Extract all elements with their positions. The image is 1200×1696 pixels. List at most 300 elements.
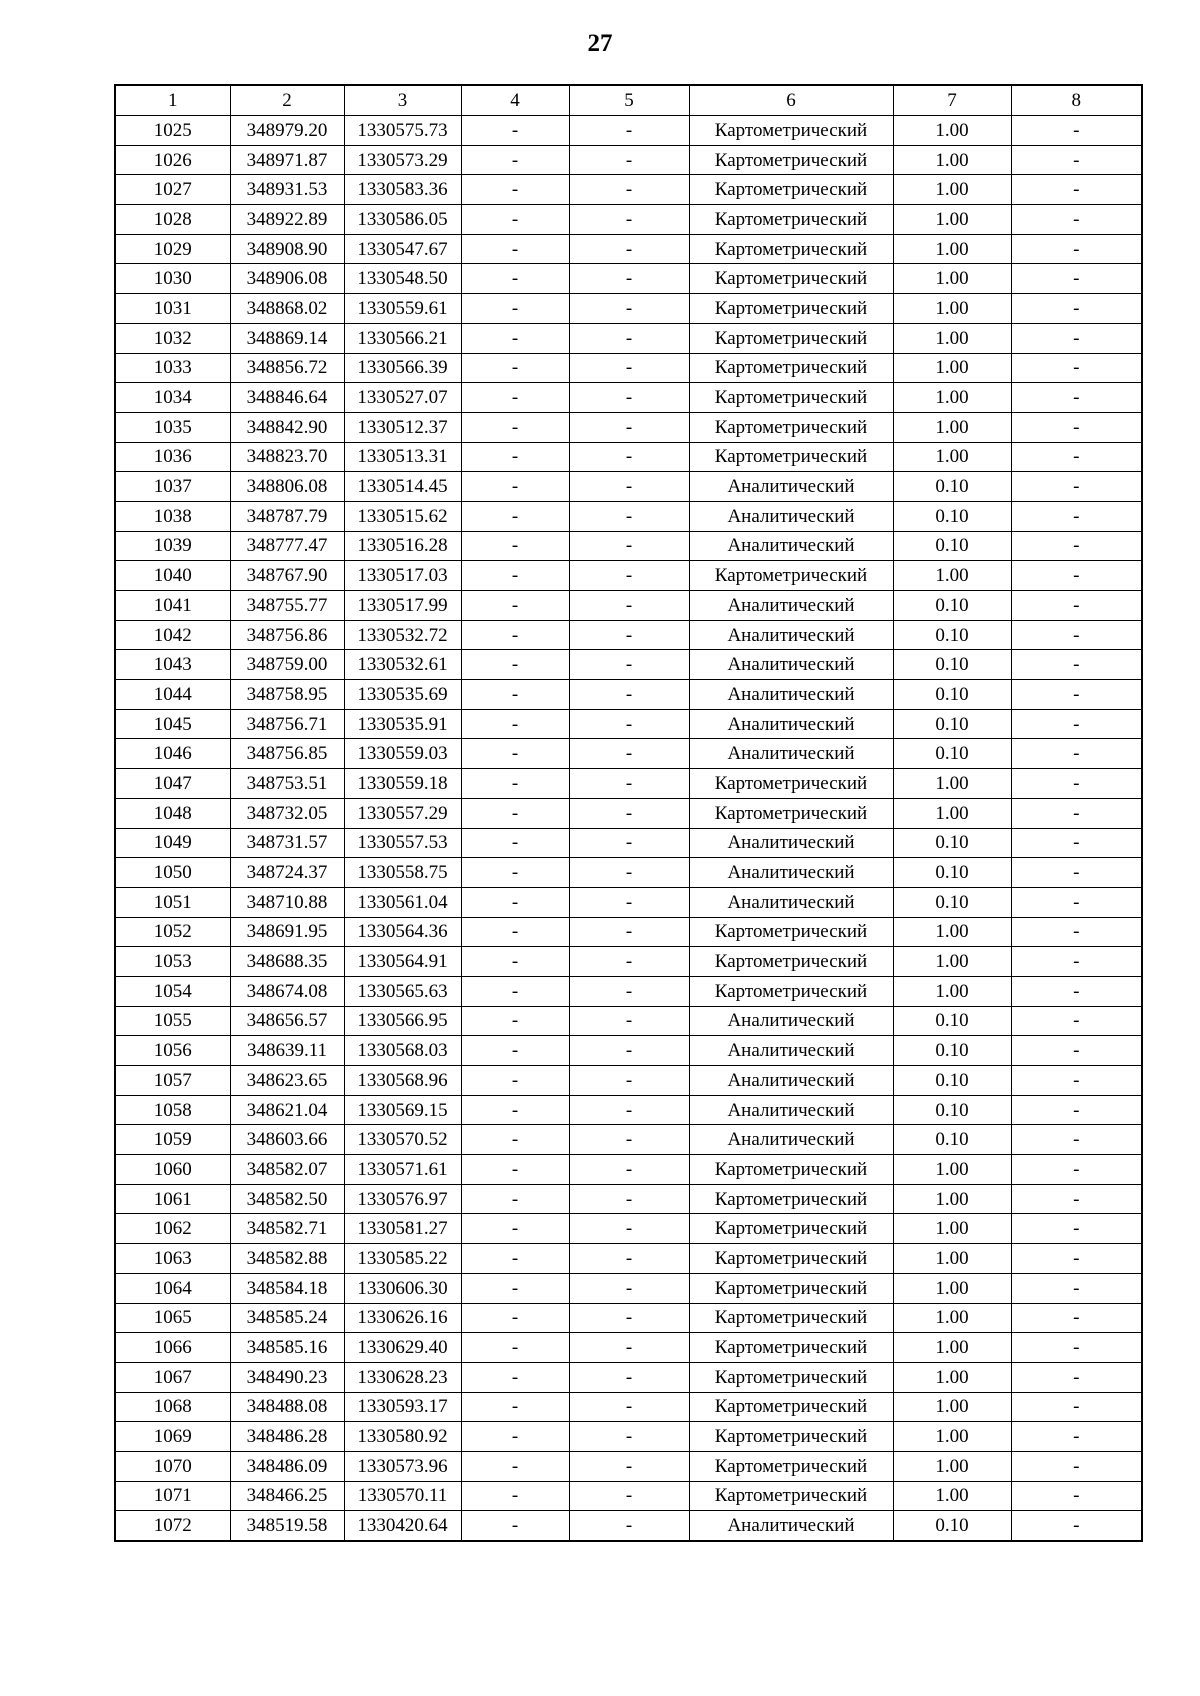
cell-accuracy: 0.10 [893,1125,1011,1155]
cell-column-5: - [569,680,689,710]
cell-column-8: - [1011,472,1142,502]
cell-x-coordinate: 348486.28 [230,1422,344,1452]
table-row [115,1511,1142,1541]
cell-point-number: 1035 [115,412,230,442]
cell-x-coordinate: 348488.08 [230,1392,344,1422]
cell-column-8: - [1011,1036,1142,1066]
cell-point-number: 1067 [115,1362,230,1392]
cell-column-8: - [1011,1244,1142,1274]
cell-point-number: 1062 [115,1214,230,1244]
coordinates-table [114,84,1143,1542]
cell-column-8: - [1011,1125,1142,1155]
table-row [115,1362,1142,1392]
cell-x-coordinate: 348868.02 [230,294,344,324]
cell-column-5: - [569,1036,689,1066]
cell-column-5: - [569,798,689,828]
cell-column-5: - [569,383,689,413]
cell-column-5: - [569,175,689,205]
cell-column-5: - [569,1155,689,1185]
cell-x-coordinate: 348906.08 [230,264,344,294]
cell-y-coordinate: 1330564.36 [344,917,461,947]
table-row [115,798,1142,828]
table-row [115,1214,1142,1244]
cell-point-number: 1028 [115,205,230,235]
cell-accuracy: 0.10 [893,739,1011,769]
cell-column-8: - [1011,1273,1142,1303]
cell-column-4: - [461,976,569,1006]
cell-point-number: 1056 [115,1036,230,1066]
cell-y-coordinate: 1330568.03 [344,1036,461,1066]
cell-column-4: - [461,1511,569,1541]
cell-column-4: - [461,917,569,947]
cell-y-coordinate: 1330535.69 [344,680,461,710]
cell-column-5: - [569,887,689,917]
cell-accuracy: 1.00 [893,1273,1011,1303]
cell-column-8: - [1011,650,1142,680]
cell-method: Аналитический [689,591,893,621]
cell-column-5: - [569,1481,689,1511]
cell-point-number: 1045 [115,709,230,739]
cell-accuracy: 0.10 [893,828,1011,858]
cell-column-5: - [569,1392,689,1422]
cell-point-number: 1029 [115,234,230,264]
cell-y-coordinate: 1330606.30 [344,1273,461,1303]
cell-point-number: 1060 [115,1155,230,1185]
cell-method: Аналитический [689,858,893,888]
cell-point-number: 1032 [115,323,230,353]
table-row [115,858,1142,888]
cell-accuracy: 1.00 [893,1362,1011,1392]
cell-column-5: - [569,472,689,502]
cell-column-8: - [1011,917,1142,947]
cell-y-coordinate: 1330558.75 [344,858,461,888]
cell-accuracy: 1.00 [893,294,1011,324]
cell-y-coordinate: 1330569.15 [344,1095,461,1125]
cell-x-coordinate: 348519.58 [230,1511,344,1541]
cell-column-8: - [1011,383,1142,413]
cell-column-8: - [1011,769,1142,799]
cell-x-coordinate: 348584.18 [230,1273,344,1303]
cell-accuracy: 1.00 [893,412,1011,442]
column-header-7: 7 [893,85,1011,116]
cell-method: Картометрический [689,323,893,353]
cell-accuracy: 0.10 [893,591,1011,621]
table-row [115,1184,1142,1214]
cell-method: Картометрический [689,353,893,383]
cell-column-4: - [461,116,569,146]
cell-x-coordinate: 348603.66 [230,1125,344,1155]
cell-method: Картометрический [689,947,893,977]
cell-method: Аналитический [689,709,893,739]
table-header-row [115,85,1142,116]
cell-x-coordinate: 348755.77 [230,591,344,621]
cell-y-coordinate: 1330573.96 [344,1451,461,1481]
cell-y-coordinate: 1330532.72 [344,620,461,650]
cell-column-8: - [1011,412,1142,442]
cell-accuracy: 1.00 [893,1451,1011,1481]
cell-column-4: - [461,739,569,769]
cell-column-5: - [569,1422,689,1452]
table-row [115,294,1142,324]
cell-x-coordinate: 348691.95 [230,917,344,947]
table-row [115,1095,1142,1125]
cell-column-4: - [461,501,569,531]
cell-column-5: - [569,1125,689,1155]
table-row [115,1273,1142,1303]
cell-point-number: 1061 [115,1184,230,1214]
column-header-4: 4 [461,85,569,116]
cell-y-coordinate: 1330512.37 [344,412,461,442]
cell-column-5: - [569,145,689,175]
table-row [115,561,1142,591]
cell-method: Картометрический [689,1422,893,1452]
column-header-3: 3 [344,85,461,116]
cell-y-coordinate: 1330527.07 [344,383,461,413]
cell-y-coordinate: 1330559.61 [344,294,461,324]
cell-column-4: - [461,798,569,828]
cell-accuracy: 1.00 [893,175,1011,205]
cell-point-number: 1051 [115,887,230,917]
cell-y-coordinate: 1330420.64 [344,1511,461,1541]
cell-column-5: - [569,353,689,383]
cell-column-4: - [461,234,569,264]
cell-accuracy: 1.00 [893,1392,1011,1422]
cell-column-5: - [569,1244,689,1274]
cell-point-number: 1072 [115,1511,230,1541]
cell-method: Картометрический [689,1273,893,1303]
cell-column-4: - [461,264,569,294]
table-row [115,769,1142,799]
cell-y-coordinate: 1330547.67 [344,234,461,264]
cell-x-coordinate: 348486.09 [230,1451,344,1481]
cell-x-coordinate: 348979.20 [230,116,344,146]
cell-accuracy: 0.10 [893,531,1011,561]
cell-y-coordinate: 1330628.23 [344,1362,461,1392]
cell-method: Картометрический [689,175,893,205]
cell-column-5: - [569,620,689,650]
cell-method: Аналитический [689,887,893,917]
cell-point-number: 1040 [115,561,230,591]
cell-column-4: - [461,353,569,383]
cell-column-8: - [1011,591,1142,621]
cell-y-coordinate: 1330535.91 [344,709,461,739]
cell-column-8: - [1011,561,1142,591]
cell-method: Аналитический [689,1511,893,1541]
cell-column-4: - [461,1244,569,1274]
cell-accuracy: 1.00 [893,1155,1011,1185]
cell-column-8: - [1011,145,1142,175]
cell-method: Аналитический [689,739,893,769]
cell-accuracy: 1.00 [893,205,1011,235]
cell-x-coordinate: 348758.95 [230,680,344,710]
table-row [115,709,1142,739]
cell-point-number: 1049 [115,828,230,858]
cell-column-5: - [569,442,689,472]
cell-x-coordinate: 348806.08 [230,472,344,502]
cell-column-8: - [1011,116,1142,146]
cell-column-4: - [461,1422,569,1452]
cell-column-4: - [461,887,569,917]
table-row [115,976,1142,1006]
cell-method: Картометрический [689,294,893,324]
cell-method: Аналитический [689,1066,893,1096]
cell-column-8: - [1011,1451,1142,1481]
table-row [115,205,1142,235]
cell-column-5: - [569,412,689,442]
cell-column-8: - [1011,353,1142,383]
cell-method: Картометрический [689,1362,893,1392]
cell-column-4: - [461,1214,569,1244]
cell-method: Картометрический [689,205,893,235]
cell-accuracy: 1.00 [893,264,1011,294]
cell-column-5: - [569,976,689,1006]
cell-method: Картометрический [689,1333,893,1363]
cell-accuracy: 0.10 [893,1006,1011,1036]
table-row [115,650,1142,680]
cell-accuracy: 1.00 [893,116,1011,146]
cell-method: Аналитический [689,1006,893,1036]
cell-column-5: - [569,709,689,739]
cell-point-number: 1039 [115,531,230,561]
cell-x-coordinate: 348756.86 [230,620,344,650]
cell-column-4: - [461,1362,569,1392]
cell-x-coordinate: 348759.00 [230,650,344,680]
cell-column-5: - [569,1184,689,1214]
table-row [115,591,1142,621]
cell-column-8: - [1011,1481,1142,1511]
cell-point-number: 1031 [115,294,230,324]
cell-y-coordinate: 1330576.97 [344,1184,461,1214]
cell-column-8: - [1011,1095,1142,1125]
cell-point-number: 1033 [115,353,230,383]
cell-column-4: - [461,1303,569,1333]
table-body [115,116,1142,1542]
cell-method: Картометрический [689,769,893,799]
cell-y-coordinate: 1330566.39 [344,353,461,383]
cell-method: Аналитический [689,620,893,650]
cell-point-number: 1042 [115,620,230,650]
cell-column-8: - [1011,798,1142,828]
cell-column-4: - [461,1392,569,1422]
cell-y-coordinate: 1330516.28 [344,531,461,561]
cell-method: Картометрический [689,1155,893,1185]
column-header-8: 8 [1011,85,1142,116]
cell-point-number: 1068 [115,1392,230,1422]
cell-column-8: - [1011,828,1142,858]
cell-column-8: - [1011,1214,1142,1244]
cell-x-coordinate: 348582.71 [230,1214,344,1244]
cell-column-4: - [461,561,569,591]
cell-accuracy: 0.10 [893,1095,1011,1125]
cell-accuracy: 1.00 [893,976,1011,1006]
cell-column-5: - [569,858,689,888]
cell-column-4: - [461,1036,569,1066]
cell-method: Аналитический [689,650,893,680]
cell-column-8: - [1011,205,1142,235]
cell-column-8: - [1011,1155,1142,1185]
cell-column-8: - [1011,1333,1142,1363]
cell-column-8: - [1011,1184,1142,1214]
cell-y-coordinate: 1330564.91 [344,947,461,977]
cell-x-coordinate: 348466.25 [230,1481,344,1511]
cell-x-coordinate: 348724.37 [230,858,344,888]
cell-y-coordinate: 1330573.29 [344,145,461,175]
cell-column-4: - [461,1125,569,1155]
cell-column-4: - [461,1184,569,1214]
table-row [115,353,1142,383]
cell-method: Картометрический [689,1451,893,1481]
table-row [115,1481,1142,1511]
table-row [115,442,1142,472]
cell-point-number: 1055 [115,1006,230,1036]
cell-column-8: - [1011,680,1142,710]
table-row [115,1006,1142,1036]
table-row [115,1451,1142,1481]
cell-y-coordinate: 1330557.53 [344,828,461,858]
cell-point-number: 1053 [115,947,230,977]
cell-method: Аналитический [689,501,893,531]
cell-column-5: - [569,828,689,858]
cell-point-number: 1064 [115,1273,230,1303]
cell-y-coordinate: 1330557.29 [344,798,461,828]
cell-x-coordinate: 348787.79 [230,501,344,531]
cell-column-5: - [569,1006,689,1036]
table-row [115,116,1142,146]
cell-accuracy: 1.00 [893,561,1011,591]
cell-column-5: - [569,294,689,324]
cell-column-4: - [461,1481,569,1511]
cell-accuracy: 1.00 [893,1422,1011,1452]
cell-method: Картометрический [689,1244,893,1274]
cell-column-5: - [569,501,689,531]
cell-x-coordinate: 348753.51 [230,769,344,799]
table-row [115,1392,1142,1422]
column-header-1: 1 [115,85,230,116]
cell-method: Картометрический [689,1481,893,1511]
cell-x-coordinate: 348756.71 [230,709,344,739]
cell-y-coordinate: 1330566.95 [344,1006,461,1036]
cell-column-4: - [461,1273,569,1303]
cell-column-5: - [569,1095,689,1125]
cell-point-number: 1069 [115,1422,230,1452]
cell-x-coordinate: 348585.16 [230,1333,344,1363]
cell-column-5: - [569,205,689,235]
table-row [115,472,1142,502]
column-header-2: 2 [230,85,344,116]
table-row [115,828,1142,858]
cell-column-4: - [461,947,569,977]
cell-column-4: - [461,412,569,442]
cell-point-number: 1036 [115,442,230,472]
cell-column-5: - [569,1273,689,1303]
cell-point-number: 1030 [115,264,230,294]
cell-x-coordinate: 348732.05 [230,798,344,828]
column-header-6: 6 [689,85,893,116]
cell-column-4: - [461,1095,569,1125]
cell-column-8: - [1011,947,1142,977]
cell-column-5: - [569,1511,689,1541]
column-header-5: 5 [569,85,689,116]
cell-column-8: - [1011,294,1142,324]
cell-column-4: - [461,769,569,799]
cell-method: Картометрический [689,917,893,947]
cell-column-5: - [569,739,689,769]
cell-x-coordinate: 348971.87 [230,145,344,175]
cell-x-coordinate: 348931.53 [230,175,344,205]
cell-y-coordinate: 1330517.03 [344,561,461,591]
cell-point-number: 1058 [115,1095,230,1125]
cell-method: Аналитический [689,531,893,561]
cell-x-coordinate: 348710.88 [230,887,344,917]
cell-column-8: - [1011,709,1142,739]
cell-method: Картометрический [689,383,893,413]
cell-column-5: - [569,323,689,353]
cell-column-8: - [1011,739,1142,769]
cell-y-coordinate: 1330514.45 [344,472,461,502]
cell-accuracy: 1.00 [893,1244,1011,1274]
cell-accuracy: 1.00 [893,798,1011,828]
table-row [115,1066,1142,1096]
cell-accuracy: 0.10 [893,501,1011,531]
cell-column-5: - [569,1303,689,1333]
cell-point-number: 1054 [115,976,230,1006]
cell-accuracy: 0.10 [893,680,1011,710]
cell-column-8: - [1011,531,1142,561]
cell-column-8: - [1011,264,1142,294]
cell-column-5: - [569,917,689,947]
cell-x-coordinate: 348656.57 [230,1006,344,1036]
cell-column-4: - [461,205,569,235]
cell-column-4: - [461,145,569,175]
cell-x-coordinate: 348621.04 [230,1095,344,1125]
cell-y-coordinate: 1330559.18 [344,769,461,799]
cell-column-4: - [461,709,569,739]
cell-point-number: 1048 [115,798,230,828]
cell-column-4: - [461,858,569,888]
cell-column-8: - [1011,1362,1142,1392]
cell-point-number: 1025 [115,116,230,146]
cell-point-number: 1063 [115,1244,230,1274]
table-row [115,1244,1142,1274]
cell-x-coordinate: 348582.07 [230,1155,344,1185]
cell-point-number: 1044 [115,680,230,710]
cell-y-coordinate: 1330565.63 [344,976,461,1006]
cell-method: Картометрический [689,561,893,591]
cell-accuracy: 1.00 [893,353,1011,383]
cell-column-8: - [1011,442,1142,472]
table-row [115,175,1142,205]
cell-method: Аналитический [689,1036,893,1066]
cell-accuracy: 1.00 [893,1333,1011,1363]
cell-method: Картометрический [689,1303,893,1333]
cell-column-8: - [1011,1006,1142,1036]
cell-y-coordinate: 1330575.73 [344,116,461,146]
cell-method: Картометрический [689,442,893,472]
cell-point-number: 1041 [115,591,230,621]
cell-column-4: - [461,591,569,621]
cell-point-number: 1071 [115,1481,230,1511]
table-row [115,1125,1142,1155]
cell-y-coordinate: 1330570.52 [344,1125,461,1155]
cell-accuracy: 1.00 [893,383,1011,413]
cell-accuracy: 1.00 [893,323,1011,353]
cell-x-coordinate: 348823.70 [230,442,344,472]
cell-accuracy: 1.00 [893,442,1011,472]
cell-x-coordinate: 348688.35 [230,947,344,977]
cell-column-4: - [461,620,569,650]
cell-point-number: 1066 [115,1333,230,1363]
cell-column-8: - [1011,858,1142,888]
